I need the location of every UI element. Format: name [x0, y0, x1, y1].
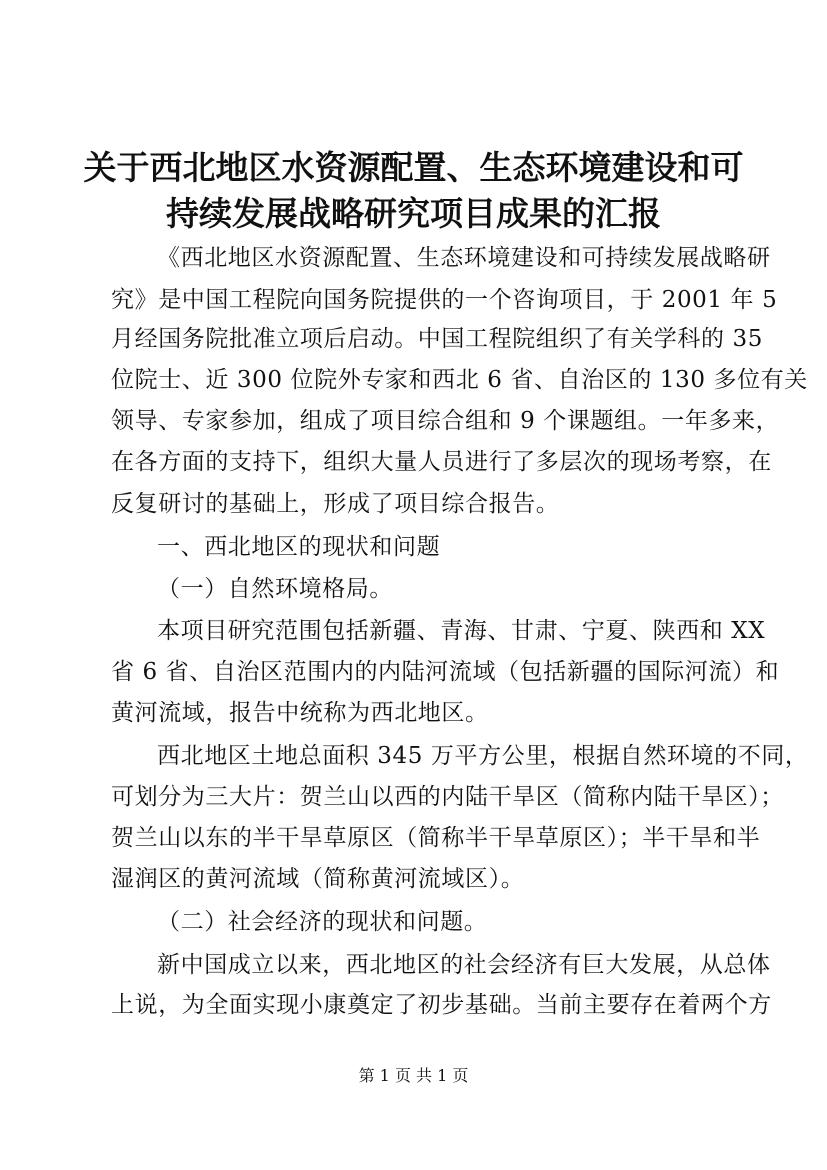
- paragraph-3-line-1: 西北地区土地总面积 345 万平方公里，根据自然环境的不同，: [157, 743, 809, 769]
- paragraph-2-line-2: 省 6 省、自治区范围内的内陆河流域（包括新疆的国际河流）和: [111, 659, 780, 685]
- paragraph-3-line-3: 贺兰山以东的半干旱草原区（简称半干旱草原区）；半干旱和半: [111, 825, 761, 851]
- document-title-line-1: 关于西北地区水资源配置、生态环境建设和可: [83, 148, 744, 187]
- section-heading-1: 一、西北地区的现状和问题: [157, 534, 441, 560]
- paragraph-2-line-1: 本项目研究范围包括新疆、青海、甘肃、宁夏、陕西和 XX: [157, 618, 766, 644]
- subsection-heading-1: （一）自然环境格局。: [157, 576, 393, 602]
- paragraph-1-line-3: 月经国务院批准立项后启动。中国工程院组织了有关学科的 35: [111, 326, 763, 352]
- paragraph-2-line-3: 黄河流域，报告中统称为西北地区。: [111, 700, 489, 726]
- paragraph-4-line-2: 上说，为全面实现小康奠定了初步基础。当前主要存在着两个方: [111, 992, 772, 1018]
- paragraph-1-line-6: 在各方面的支持下，组织大量人员进行了多层次的现场考察，在: [111, 449, 772, 475]
- paragraph-3-line-4: 湿润区的黄河流域（简称黄河流域区）。: [111, 866, 525, 892]
- paragraph-3-line-2: 可划分为三大片：贺兰山以西的内陆干旱区（简称内陆干旱区）；: [111, 784, 784, 810]
- page-footer: 第 1 页 共 1 页: [358, 1066, 469, 1085]
- subsection-heading-2: （二）社会经济的现状和问题。: [157, 909, 488, 935]
- paragraph-1-line-5: 领导、专家参加，组成了项目综合组和 9 个课题组。一年多来，: [111, 408, 780, 434]
- paragraph-1-line-1: 《西北地区水资源配置、生态环境建设和可持续发展战略研: [157, 245, 771, 271]
- paragraph-4-line-1: 新中国成立以来，西北地区的社会经济有巨大发展，从总体: [157, 952, 771, 978]
- document-title-line-2: 持续发展战略研究项目成果的汇报: [166, 194, 661, 233]
- paragraph-1-line-7: 反复研讨的基础上，形成了项目综合报告。: [111, 491, 560, 517]
- paragraph-1-line-4: 位院士、近 300 位院外专家和西北 6 省、自治区的 130 多位有关: [111, 367, 808, 393]
- paragraph-1-line-2: 究》是中国工程院向国务院提供的一个咨询项目，于 2001 年 5: [111, 287, 778, 313]
